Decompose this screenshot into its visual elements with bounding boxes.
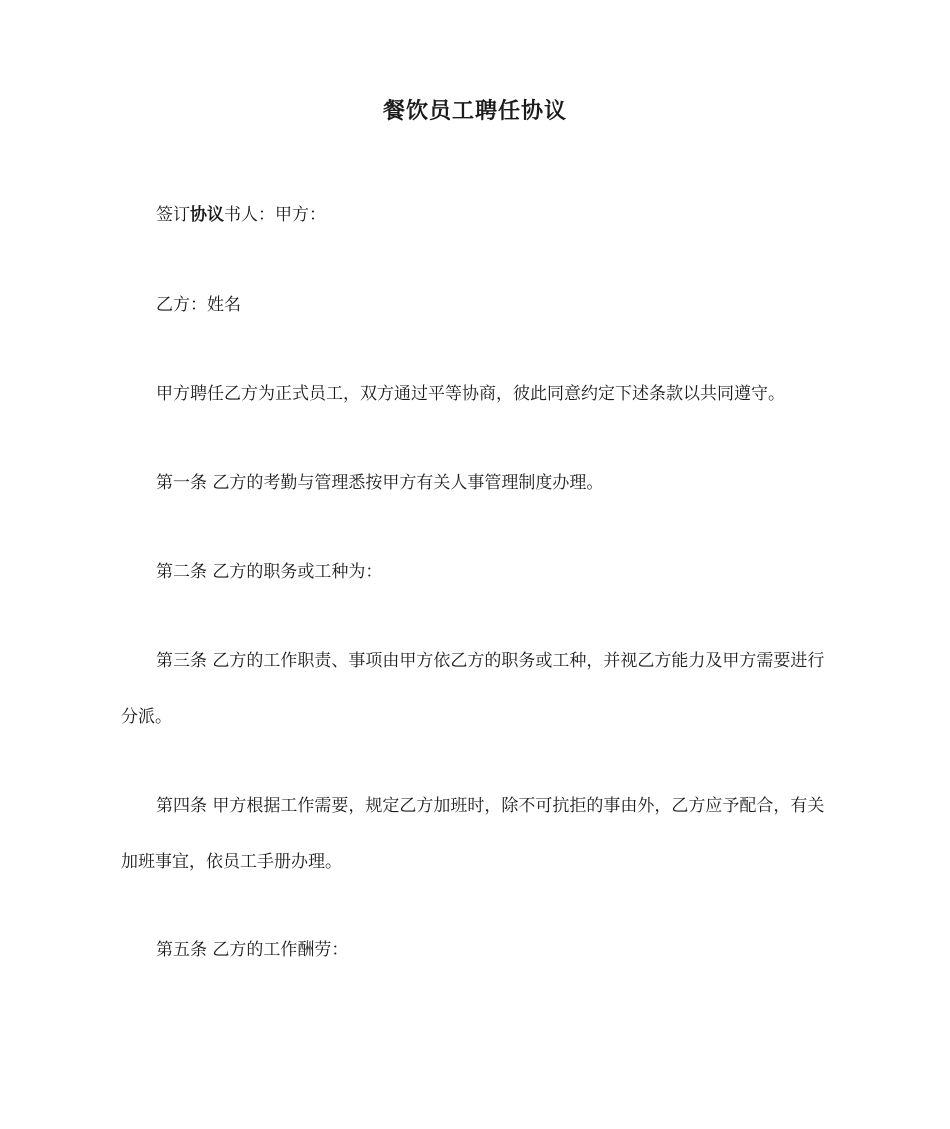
party-b-line: 乙方：姓名 — [156, 295, 241, 315]
article-5: 第五条 乙方的工作酬劳： — [156, 940, 349, 960]
signer-bold-word: 协议 — [190, 205, 224, 225]
article-4: 第四条 甲方根据工作需要，规定乙方加班时，除不可抗拒的事由外，乙方应予配合，有关加班事宜，依员工手册办理。 — [121, 796, 825, 872]
article-2: 第二条 乙方的职务或工种为： — [156, 562, 383, 582]
signer-suffix: 书人：甲方： — [224, 205, 326, 225]
signer-prefix: 签订 — [156, 205, 190, 225]
signer-line — [121, 187, 841, 243]
article-1: 第一条 乙方的考勤与管理悉按甲方有关人事管理制度办理。 — [156, 473, 604, 493]
article-3: 第三条 乙方的工作职责、事项由甲方依乙方的职务或工种，并视乙方能力及甲方需要进行分派。 — [121, 651, 825, 727]
document-title: 餐饮员工聘任协议 — [382, 99, 567, 124]
intro-paragraph: 甲方聘任乙方为正式员工，双方通过平等协商，彼此同意约定下述条款以共同遵守。 — [156, 384, 785, 404]
